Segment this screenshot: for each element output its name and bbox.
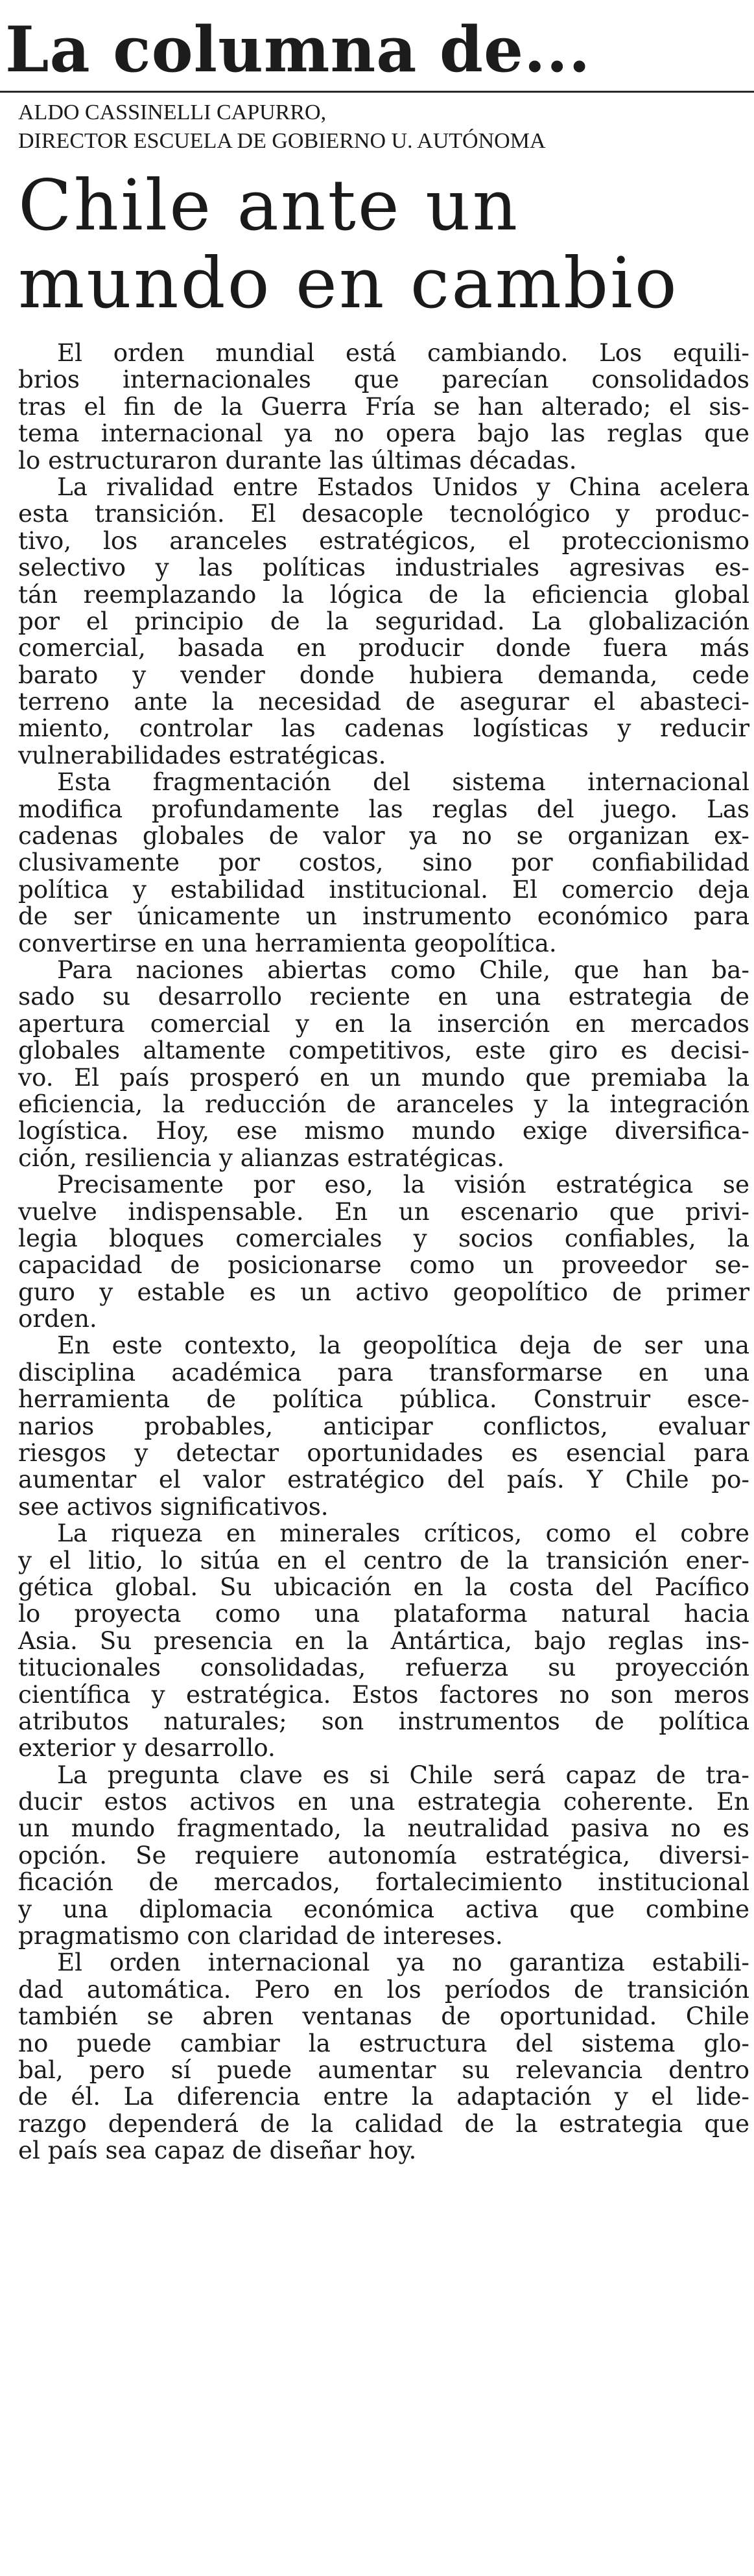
byline-author: ALDO CASSINELLI CAPURRO, <box>18 100 327 124</box>
article-line: tema internacional ya no opera bajo las reglas que <box>18 419 749 448</box>
article-line: eficiencia, la reducción de aranceles y la integración <box>18 1089 749 1118</box>
article-line: ficación de mercados, fortalecimiento institucional <box>18 1868 749 1897</box>
article-line: Para naciones abiertas como Chile, que han ba- <box>57 955 749 984</box>
article-line: riesgos y detectar oportunidades es esencial para <box>18 1438 749 1468</box>
section-title: La columna de... <box>5 13 591 86</box>
article-line: modifica profundamente las reglas del juego. Las <box>18 794 749 823</box>
article-line: Asia. Su presencia en la Antártica, bajo reglas ins- <box>18 1626 749 1655</box>
article-line: titucionales consolidadas, refuerza su proyección <box>18 1653 749 1682</box>
title-rule <box>0 91 754 93</box>
article-line: Esta fragmentación del sistema internacional <box>57 767 749 797</box>
article-line: tras el fin de la Guerra Fría se han alterado; el sis- <box>18 392 749 421</box>
article-line: por el principio de la seguridad. La globalización <box>18 606 749 635</box>
article-line: La riqueza en minerales críticos, como el cobre <box>57 1519 749 1548</box>
article-line: narios probables, anticipar conflictos, evaluar <box>18 1411 749 1440</box>
article-line: El orden internacional ya no garantiza estabili- <box>57 1948 749 1977</box>
article-line: En este contexto, la geopolítica deja de ser una <box>57 1331 749 1360</box>
article-line: globales altamente competitivos, este giro es decisi- <box>18 1036 749 1065</box>
article-line: razgo dependerá de la calidad de la estrategia que <box>18 2109 749 2138</box>
article-line: convertirse en una herramienta geopolítica. <box>18 928 557 957</box>
headline-line: Chile ante un <box>18 165 520 246</box>
article-line: también se abren ventanas de oportunidad. Chile <box>18 2002 749 2031</box>
article-line: científica y estratégica. Estos factores no son meros <box>18 1680 749 1709</box>
article-paragraph <box>18 1762 749 1950</box>
byline-role: DIRECTOR ESCUELA DE GOBIERNO U. AUTÓNOMA <box>18 129 546 153</box>
article-line: gética global. Su ubicación en la costa del Pacífico <box>18 1572 749 1601</box>
article-line: lo estructuraron durante las últimas décadas. <box>18 445 577 474</box>
article-line: cadenas globales de valor ya no se organizan ex- <box>18 821 749 850</box>
article-line: vuelve indispensable. En un escenario que privi- <box>18 1197 749 1226</box>
article-line: orden. <box>18 1304 97 1333</box>
article-line: política y estabilidad institucional. El comercio deja <box>18 874 749 904</box>
article-line: y el litio, lo sitúa en el centro de la transición ener- <box>18 1545 749 1575</box>
article-body <box>18 340 749 2164</box>
article-line: de él. La diferencia entre la adaptación y el lide- <box>18 2082 749 2111</box>
article-line: ción, resiliencia y alianzas estratégicas. <box>18 1143 505 1172</box>
article-line: Precisamente por eso, la visión estratégica se <box>57 1170 749 1199</box>
article-line: barato y vender donde hubiera demanda, cede <box>18 660 749 689</box>
article-line: legia bloques comerciales y socios confiables, la <box>18 1223 749 1252</box>
article-line: esta transición. El desacople tecnológico y produc- <box>18 499 749 528</box>
article-line: de ser únicamente un instrumento económico para <box>18 902 749 931</box>
article-line: La rivalidad entre Estados Unidos y China acelera <box>57 472 749 501</box>
article-line: atributos naturales; son instrumentos de política <box>18 1706 749 1735</box>
article-line: el país sea capaz de diseñar hoy. <box>18 2136 417 2165</box>
article-line: tivo, los aranceles estratégicos, el proteccionismo <box>18 526 749 555</box>
article-line: herramienta de política pública. Construir esce- <box>18 1385 749 1414</box>
article-paragraph <box>18 769 749 957</box>
article-line: logística. Hoy, ese mismo mundo exige diversifica- <box>18 1116 749 1145</box>
article-line: see activos significativos. <box>18 1492 329 1521</box>
article-line: clusivamente por costos, sino por confiabilidad <box>18 848 749 877</box>
article-line: disciplina académica para transformarse en una <box>18 1357 749 1387</box>
article-line: no puede cambiar la estructura del sistema glo- <box>18 2028 749 2057</box>
article-line: lo proyecta como una plataforma natural hacia <box>18 1599 749 1628</box>
article-line: brios internacionales que parecían consolidados <box>18 365 749 394</box>
article-line: terreno ante la necesidad de asegurar el abasteci- <box>18 687 749 716</box>
article-line: ducir estos activos en una estrategia coherente. En <box>18 1787 749 1816</box>
article-line: sado su desarrollo reciente en una estrategia de <box>18 982 749 1011</box>
article-paragraph <box>18 1171 749 1332</box>
article-paragraph <box>18 1520 749 1762</box>
headline-line: mundo en cambio <box>18 243 679 324</box>
article-line: apertura comercial y en la inserción en mercados <box>18 1009 749 1038</box>
article-line: capacidad de posicionarse como un proveedor se- <box>18 1250 749 1280</box>
article-line: tán reemplazando la lógica de la eficiencia global <box>18 580 749 609</box>
article-line: exterior y desarrollo. <box>18 1733 276 1762</box>
article-line: dad automática. Pero en los períodos de transición <box>18 1974 749 2004</box>
article-line: un mundo fragmentado, la neutralidad pasiva no es <box>18 1814 749 1843</box>
article-line: opción. Se requiere autonomía estratégica, diversi- <box>18 1840 749 1869</box>
headline <box>18 167 679 323</box>
article-line: aumentar el valor estratégico del país. Y Chile po- <box>18 1465 749 1494</box>
article-line: selectivo y las políticas industriales agresivas es- <box>18 553 749 582</box>
article-line: El orden mundial está cambiando. Los equili- <box>57 338 749 367</box>
article-line: bal, pero sí puede aumentar su relevancia dentro <box>18 2055 749 2084</box>
article-line: y una diplomacia económica activa que combine <box>18 1894 749 1923</box>
article-paragraph <box>18 474 749 769</box>
article-paragraph <box>18 1949 749 2164</box>
article-paragraph <box>18 340 749 474</box>
article-line: La pregunta clave es si Chile será capaz de tra- <box>57 1760 749 1789</box>
article-line: comercial, basada en producir donde fuera más <box>18 633 749 662</box>
article-line: vo. El país prosperó en un mundo que premiaba la <box>18 1062 749 1092</box>
article-paragraph <box>18 1332 749 1520</box>
article-paragraph <box>18 957 749 1171</box>
article-line: miento, controlar las cadenas logísticas y reducir <box>18 714 749 743</box>
article-line: vulnerabilidades estratégicas. <box>18 740 386 769</box>
byline <box>18 99 546 156</box>
article-line: pragmatismo con claridad de intereses. <box>18 1921 503 1950</box>
article-line: guro y estable es un activo geopolítico de primer <box>18 1277 749 1306</box>
